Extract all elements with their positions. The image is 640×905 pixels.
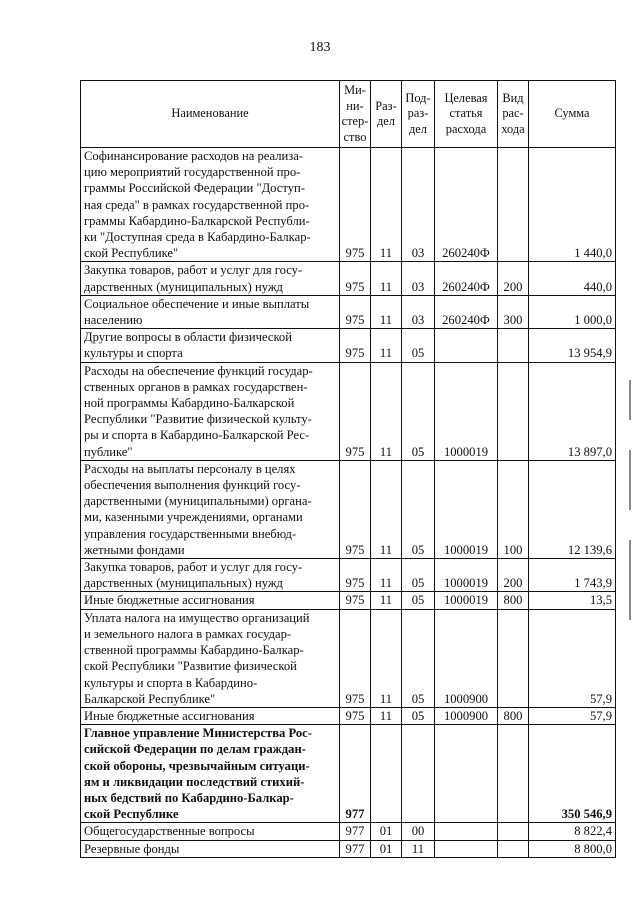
cell-target [435,823,498,840]
cell-name: Резервные фонды [81,840,340,857]
cell-sum: 13,5 [529,592,616,609]
cell-sum: 1 440,0 [529,148,616,262]
header-sum: Сумма [529,81,616,148]
cell-sum: 12 139,6 [529,460,616,558]
cell-target [435,725,498,823]
cell-section [371,725,402,823]
cell-name: Закупка товаров, работ и услуг для госу- дарственных (муниципальных) нужд [81,262,340,295]
cell-type: 200 [498,262,529,295]
cell-ministry: 977 [340,823,371,840]
page-number: 183 [309,40,331,55]
cell-target: 1000019 [435,592,498,609]
cell-section: 11 [371,362,402,460]
cell-sum: 13 954,9 [529,329,616,362]
cell-ministry: 975 [340,559,371,592]
table-row [81,840,616,857]
cell-target: 1000019 [435,460,498,558]
table-row [81,725,616,823]
cell-sum: 8 822,4 [529,823,616,840]
table-row [81,295,616,328]
cell-name: Софинансирование расходов на реализа- цию мероприятий государственной про- граммы Российской Федерации "Доступ- ная среда" в рамках государственной про- граммы Кабардино-Балкарской Республи- ки "Доступная среда в Кабардино-Балкар- ской Республике" [81,148,340,262]
cell-subsection: 05 [402,362,435,460]
cell-subsection: 03 [402,295,435,328]
budget-table [80,80,616,858]
cell-target [435,329,498,362]
cell-section: 11 [371,609,402,707]
table-row [81,329,616,362]
header-target: Целевая статья расхода [435,81,498,148]
cell-section: 01 [371,823,402,840]
cell-section: 11 [371,460,402,558]
cell-sum: 440,0 [529,262,616,295]
cell-sum: 57,9 [529,609,616,707]
table-row [81,823,616,840]
table-row [81,262,616,295]
cell-target [435,840,498,857]
cell-section: 01 [371,840,402,857]
cell-target: 1000019 [435,559,498,592]
cell-sum: 1 743,9 [529,559,616,592]
cell-name: Расходы на выплаты персоналу в целях обеспечения выполнения функций госу- дарственными (муниципальными) органа- ми, казенными учреждениями, органами управления государственными внебюд- жетными фондами [81,460,340,558]
cell-name: Иные бюджетные ассигнования [81,592,340,609]
cell-name: Расходы на обеспечение функций государ- ственных органов в рамках государствен- ной программы Кабардино-Балкарской Республики "Развитие физической культу- ры и спорта в Кабардино-Балкарской Рес- публике" [81,362,340,460]
header-subsection: Под- раз- дел [402,81,435,148]
cell-ministry: 975 [340,460,371,558]
cell-sum: 13 897,0 [529,362,616,460]
table-row [81,707,616,724]
cell-type: 100 [498,460,529,558]
cell-sum: 350 546,9 [529,725,616,823]
cell-ministry: 975 [340,592,371,609]
table-body [81,148,616,858]
cell-ministry: 977 [340,725,371,823]
cell-subsection: 05 [402,329,435,362]
cell-subsection: 11 [402,840,435,857]
cell-subsection: 03 [402,262,435,295]
table-row [81,362,616,460]
cell-type [498,148,529,262]
table-row [81,148,616,262]
cell-ministry: 975 [340,262,371,295]
cell-subsection: 05 [402,460,435,558]
cell-sum: 8 800,0 [529,840,616,857]
cell-section: 11 [371,707,402,724]
cell-type [498,823,529,840]
table-row [81,592,616,609]
cell-subsection: 03 [402,148,435,262]
cell-type: 300 [498,295,529,328]
cell-ministry: 975 [340,609,371,707]
cell-name: Главное управление Министерства Рос- сийской Федерации по делам граждан- ской обороны, чрезвычайным ситуаци- ям и ликвидации последствий стихий- ных бедствий по Кабардино-Балкар- ской Республике [81,725,340,823]
cell-type [498,609,529,707]
header-section: Раз- дел [371,81,402,148]
cell-subsection: 00 [402,823,435,840]
cell-name: Социальное обеспечение и иные выплаты населению [81,295,340,328]
cell-sum: 57,9 [529,707,616,724]
cell-ministry: 975 [340,362,371,460]
cell-target: 260240Ф [435,148,498,262]
cell-type: 800 [498,707,529,724]
cell-section: 11 [371,148,402,262]
cell-name: Уплата налога на имущество организаций и земельного налога в рамках государ- ственной программы Кабардино-Балкар- ской Республики "Развитие физической культуры и спорта в Кабардино- Балкарской Республике" [81,609,340,707]
cell-subsection [402,725,435,823]
table-row [81,559,616,592]
cell-name: Иные бюджетные ассигнования [81,707,340,724]
cell-ministry: 975 [340,148,371,262]
cell-type: 800 [498,592,529,609]
table-row [81,609,616,707]
cell-type [498,840,529,857]
header-type: Вид рас- хода [498,81,529,148]
cell-section: 11 [371,262,402,295]
cell-ministry: 975 [340,295,371,328]
cell-section: 11 [371,559,402,592]
cell-section: 11 [371,329,402,362]
cell-section: 11 [371,592,402,609]
cell-name: Общегосударственные вопросы [81,823,340,840]
header-ministry: Ми- ни- стер- ство [340,81,371,148]
cell-name: Закупка товаров, работ и услуг для госу- дарственных (муниципальных) нужд [81,559,340,592]
cell-type: 200 [498,559,529,592]
cell-ministry: 977 [340,840,371,857]
cell-target: 1000900 [435,609,498,707]
cell-type [498,362,529,460]
cell-ministry: 975 [340,329,371,362]
table-row [81,460,616,558]
header-row [81,81,616,148]
cell-type [498,329,529,362]
cell-subsection: 05 [402,592,435,609]
cell-subsection: 05 [402,559,435,592]
cell-subsection: 05 [402,707,435,724]
header-name: Наименование [81,81,340,148]
scan-edge-marks [627,380,633,630]
cell-target: 260240Ф [435,262,498,295]
cell-target: 260240Ф [435,295,498,328]
cell-type [498,725,529,823]
cell-subsection: 05 [402,609,435,707]
cell-sum: 1 000,0 [529,295,616,328]
cell-section: 11 [371,295,402,328]
cell-target: 1000900 [435,707,498,724]
cell-name: Другие вопросы в области физической культуры и спорта [81,329,340,362]
cell-ministry: 975 [340,707,371,724]
cell-target: 1000019 [435,362,498,460]
